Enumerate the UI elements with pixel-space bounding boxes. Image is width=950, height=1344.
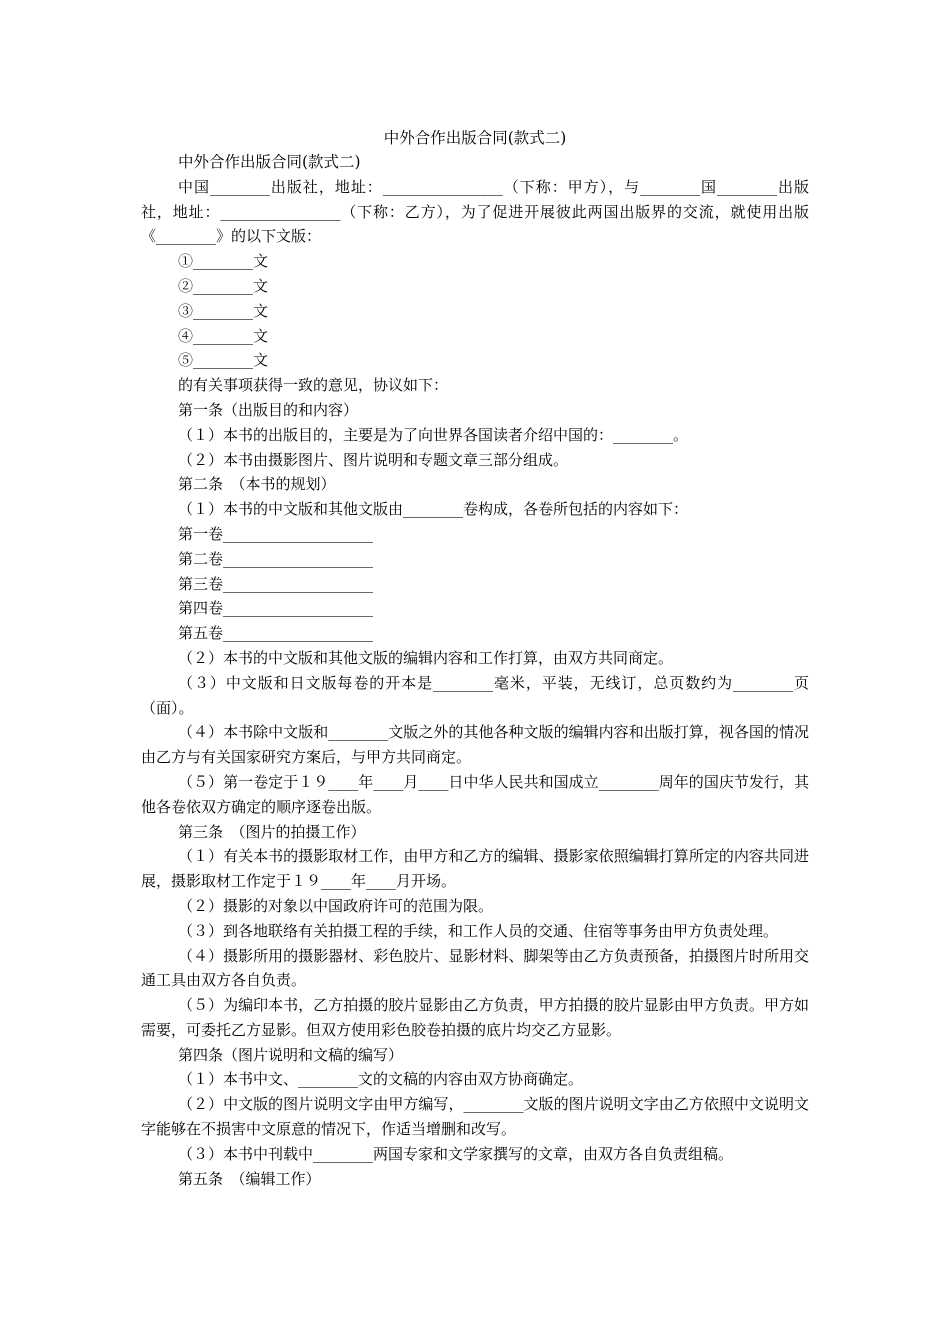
clause: （４）本书除中文版和________文版之外的其他各种文版的编辑内容和出版打算，视各国的情况由乙方与有关国家研究方案后，与甲方共同商定。 — [141, 723, 809, 767]
clause: （２）本书由摄影图片、图片说明和专题文章三部分组成。 — [178, 450, 569, 469]
language-item: ②________文 — [178, 276, 269, 295]
volume-line: 第一卷____________________ — [178, 524, 374, 543]
clause: （５）第一卷定于１９____年____月____日中华人民共和国成立________周年的国庆节发行，其他各卷依双方确定的顺序逐卷出版。 — [141, 772, 809, 816]
clause: （１）有关本书的摄影取材工作，由甲方和乙方的编辑、摄影家依照编辑打算所定的内容共同进展，摄影取材工作定于１９____年____月开场。 — [141, 847, 809, 891]
volume-line: 第三卷____________________ — [178, 574, 374, 593]
article-heading: 第一条（出版目的和内容） — [178, 400, 359, 419]
article-heading: 第四条（图片说明和文稿的编写） — [178, 1045, 404, 1064]
agreement-intro: 的有关事项获得一致的意见，协议如下： — [178, 376, 449, 395]
language-item: ④________文 — [178, 326, 269, 345]
volume-line: 第二卷____________________ — [178, 549, 374, 568]
language-item: ①________文 — [178, 252, 269, 271]
clause: （２）摄影的对象以中国政府许可的范围为限。 — [178, 896, 494, 915]
preamble-paragraph: 中国________出版社，地址：________________（下称：甲方），与________国________出版社，地址：________________（下称：乙方），为了促进开展彼此两国出版界的交流，就使用出版《________》的以下文版： — [141, 177, 809, 246]
clause: （３）中文版和日文版每卷的开本是________毫米，平装，无线订，总页数约为________页（面）。 — [141, 673, 809, 717]
document-title: 中外合作出版合同(款式二) — [383, 129, 567, 147]
article-heading: 第三条 （图片的拍摄工作） — [178, 822, 366, 841]
clause: （２）本书的中文版和其他文版的编辑内容和工作打算，由双方共同商定。 — [178, 648, 674, 667]
volume-line: 第五卷____________________ — [178, 624, 374, 643]
clause: （１）本书中文、________文的文稿的内容由双方协商确定。 — [178, 1070, 584, 1089]
article-heading: 第五条 （编辑工作） — [178, 1169, 321, 1188]
clause: （４）摄影所用的摄影器材、彩色胶片、显影材料、脚架等由乙方负责预备，拍摄图片时所用交通工具由双方各自负责。 — [141, 946, 809, 990]
clause: （１）本书的中文版和其他文版由________卷构成，各卷所包括的内容如下： — [178, 500, 689, 519]
subtitle: 中外合作出版合同(款式二) — [178, 153, 361, 171]
clause: （３）到各地联络有关拍摄工程的手续，和工作人员的交通、住宿等事务由甲方负责处理。 — [178, 921, 779, 940]
clause: （５）为编印本书，乙方拍摄的胶片显影由乙方负责，甲方拍摄的胶片显影由甲方负责。甲方如需要，可委托乙方显影。但双方使用彩色胶卷拍摄的底片均交乙方显影。 — [141, 996, 809, 1039]
volume-line: 第四卷____________________ — [178, 599, 374, 618]
language-item: ③________文 — [178, 301, 269, 320]
clause: （２）中文版的图片说明文字由甲方编写，________文版的图片说明文字由乙方依照中文说明文字能够在不损害中文原意的情况下，作适当增删和改写。 — [141, 1095, 809, 1139]
contract-body — [141, 150, 809, 1191]
clause: （１）本书的出版目的，主要是为了向世界各国读者介绍中国的：________。 — [178, 425, 689, 444]
language-item: ⑤________文 — [178, 351, 269, 370]
article-heading: 第二条 （本书的规划） — [178, 475, 336, 494]
clause: （３）本书中刊载中________两国专家和文学家撰写的文章，由双方各自负责组稿。 — [178, 1144, 734, 1163]
